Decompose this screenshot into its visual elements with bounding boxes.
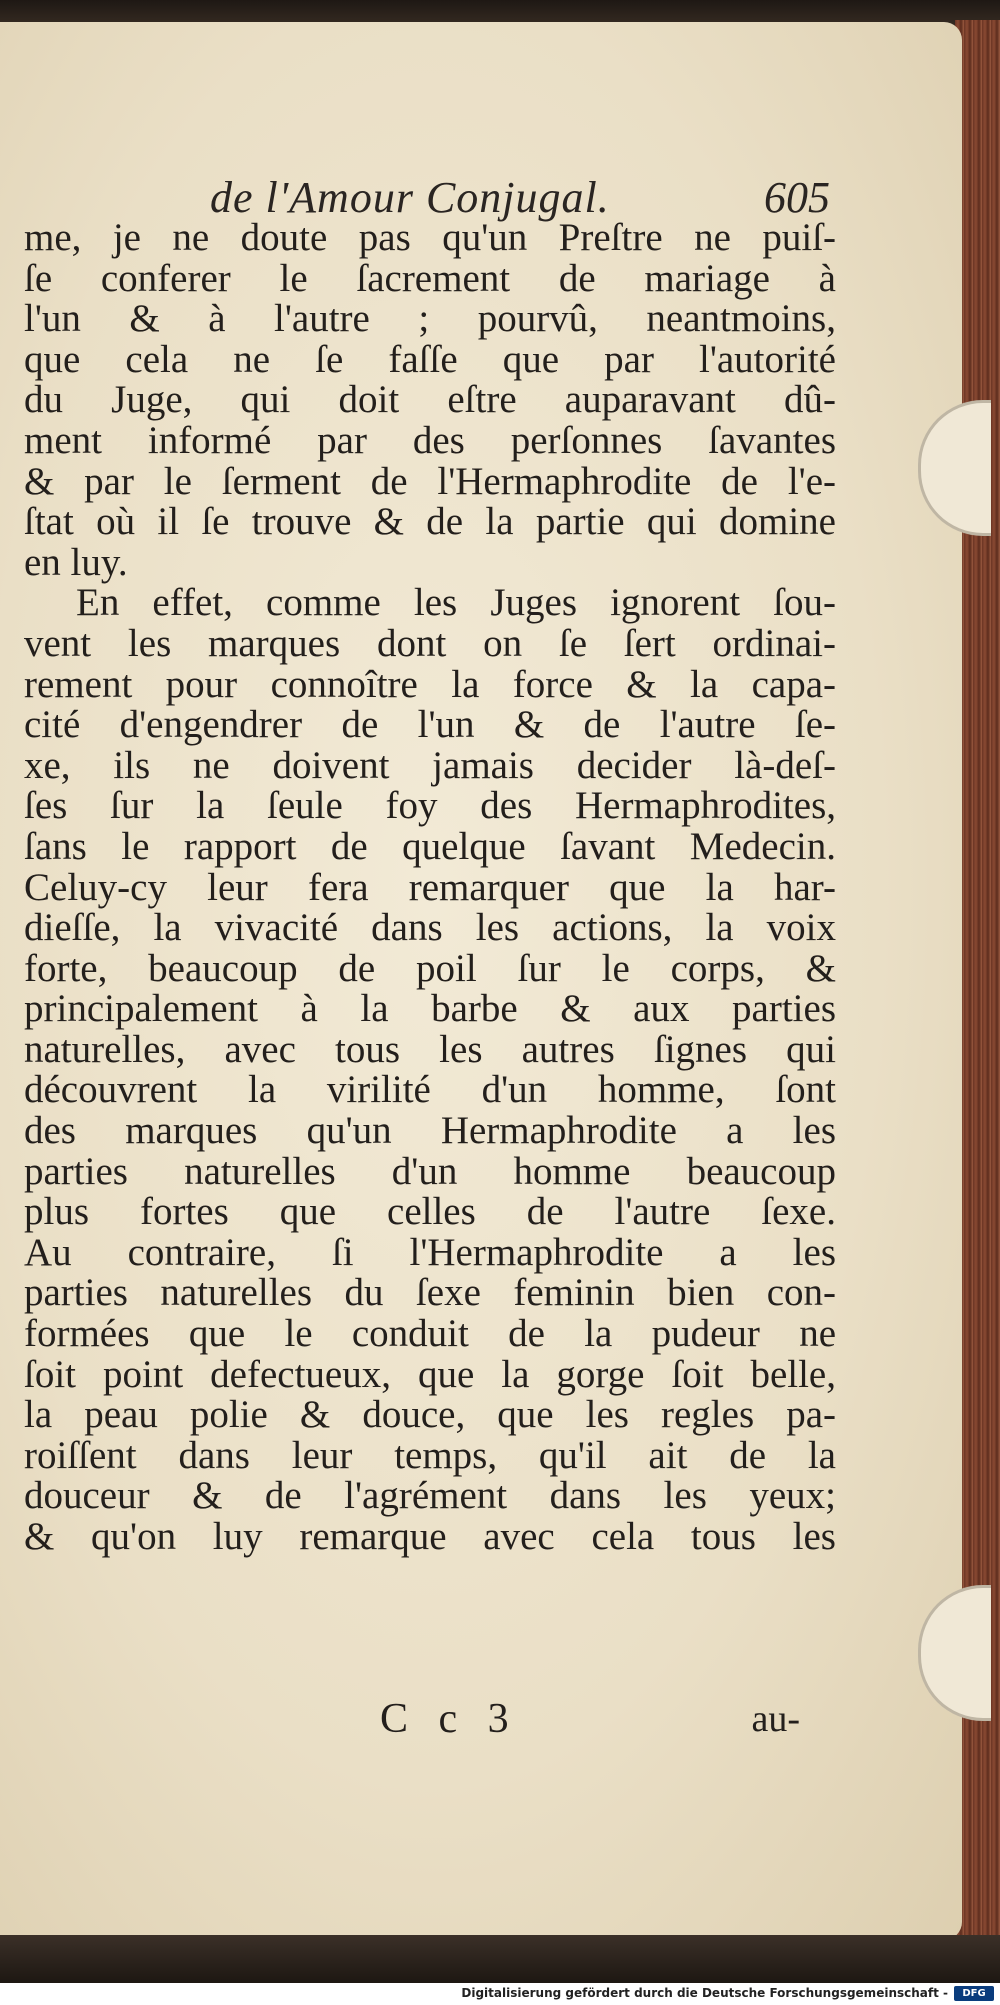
- credit-bar: [0, 1983, 1000, 2005]
- page-number: 605: [764, 173, 830, 222]
- text-line: douceur & de l'agrément dans les yeux;: [24, 1474, 836, 1518]
- text-line: roiſſent dans leur temps, qu'il ait de la: [24, 1433, 836, 1477]
- text-line: parties naturelles d'un homme beaucoup: [24, 1149, 836, 1193]
- text-line: formées que le conduit de la pudeur ne: [24, 1312, 836, 1356]
- text-line: & qu'on luy remarque avec cela tous les: [24, 1515, 836, 1558]
- funding-credit: Digitalisierung gefördert durch die Deutsche Forschungsgemeinschaft -: [461, 1986, 948, 2000]
- text-line: naturelles, avec tous les autres ſignes qui: [24, 1027, 836, 1071]
- text-line: découvrent la virilité d'un homme, ſont: [24, 1068, 836, 1112]
- dfg-logo-icon: DFG: [954, 1986, 994, 2001]
- text-line: plus fortes que celles de l'autre ſexe.: [24, 1190, 836, 1234]
- text-line: vent les marques dont on ſe ſert ordinai-: [24, 621, 836, 665]
- text-line: dieſſe, la vivacité dans les actions, la voix: [24, 906, 836, 950]
- book-binding-bottom: [0, 1935, 1000, 1983]
- paragraph: [24, 583, 836, 1557]
- page-body: [24, 218, 836, 1558]
- text-line: que cela ne ſe faſſe que par l'autorité: [24, 337, 836, 381]
- text-line: en luy.: [24, 540, 128, 584]
- text-line: forte, beaucoup de poil ſur le corps, &: [24, 946, 836, 990]
- text-line: ſe conferer le ſacrement de mariage à: [24, 256, 836, 300]
- text-line: rement pour connoître la force & la capa-: [24, 662, 836, 706]
- paragraph: [24, 218, 836, 583]
- text-line: cité d'engendrer de l'un & de l'autre ſe-: [24, 703, 836, 747]
- text-line: ſans le rapport de quelque ſavant Medecin.: [24, 824, 836, 868]
- text-line: ment informé par des perſonnes ſavantes: [24, 418, 836, 462]
- catchword: au-: [751, 1698, 800, 1740]
- text-line: En effet, comme les Juges ignorent ſou-: [76, 581, 836, 625]
- text-line: des marques qu'un Hermaphrodite a les: [24, 1109, 836, 1153]
- text-line: parties naturelles du ſexe feminin bien con-: [24, 1271, 836, 1315]
- signature-mark: C c 3: [380, 1696, 519, 1742]
- text-line: me, je ne doute pas qu'un Preſtre ne puiſ-: [24, 216, 836, 259]
- text-line: la peau polie & douce, que les regles pa-: [24, 1393, 836, 1437]
- text-line: xe, ils ne doivent jamais decider là-deſ-: [24, 743, 836, 787]
- text-line: l'un & à l'autre ; pourvû, neantmoins,: [24, 297, 836, 341]
- running-title: de l'Amour Conjugal.: [210, 173, 610, 222]
- text-line: ſes ſur la ſeule foy des Hermaphrodites,: [24, 784, 836, 828]
- page-footer: [380, 1695, 800, 1745]
- text-line: & par le ſerment de l'Hermaphrodite de l'e-: [24, 459, 836, 503]
- text-line: ſoit point defectueux, que la gorge ſoit belle,: [24, 1352, 836, 1396]
- text-line: Celuy-cy leur fera remarquer que la har-: [24, 865, 836, 909]
- text-line: Au contraire, ſi l'Hermaphrodite a les: [24, 1230, 836, 1274]
- text-line: principalement à la barbe & aux parties: [24, 987, 836, 1031]
- text-line: ſtat où il ſe trouve & de la partie qui domine: [24, 500, 836, 544]
- text-line: du Juge, qui doit eſtre auparavant dû-: [24, 378, 836, 422]
